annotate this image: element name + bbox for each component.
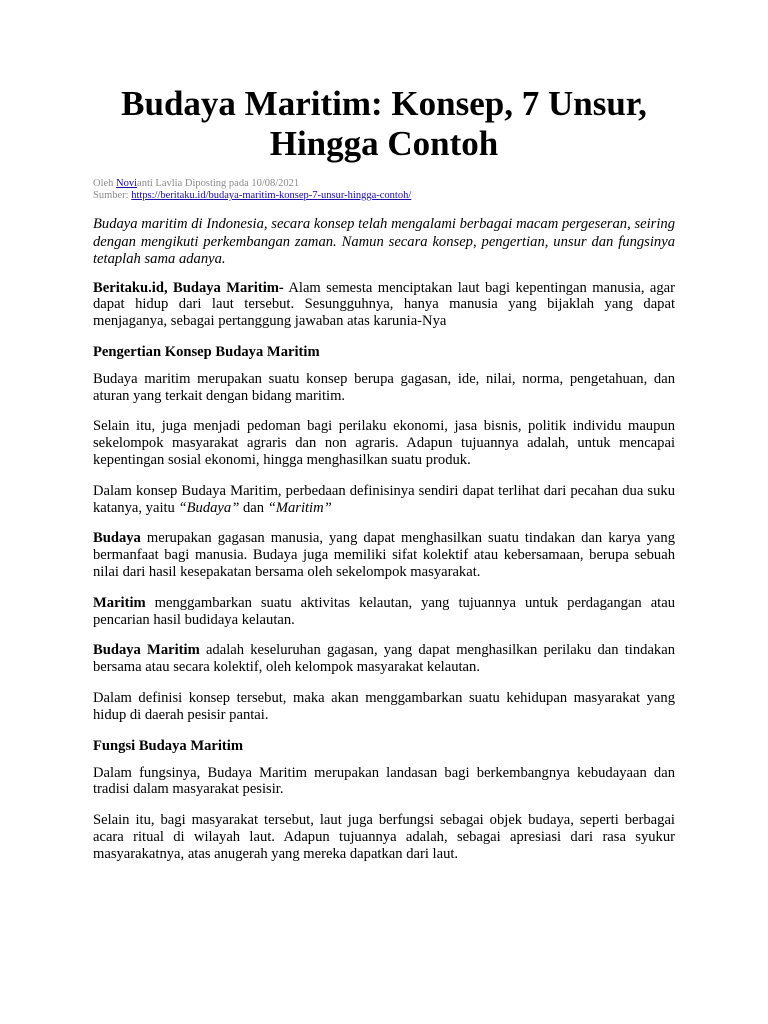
source-prefix: Sumber: [93, 190, 129, 201]
p3-text: Dalam konsep Budaya Maritim, perbedaan definisinya sendiri dapat terlihat dari pecahan dua suku katanya, yaitu [93, 482, 675, 516]
paragraph-maritim [93, 595, 675, 629]
title-line-1: Budaya Maritim: Konsep, 7 Unsur, [121, 84, 647, 123]
p3-term-budaya: “Budaya” [178, 499, 240, 516]
p3-and: dan [239, 499, 268, 516]
document-page [93, 84, 675, 877]
paragraph-8: Dalam fungsinya, Budaya Maritim merupakan landasan bagi berkembangnya kebudayaan dan tradisi dalam masyarakat pesisir. [93, 764, 675, 798]
p3-term-maritim: “Maritim” [267, 499, 332, 516]
paragraph-3 [93, 483, 675, 517]
section-heading-pengertian: Pengertian Konsep Budaya Maritim [93, 343, 320, 360]
author-link[interactable]: Novi [116, 178, 138, 189]
paragraph-1: Budaya maritim merupakan suatu konsep berupa gagasan, ide, nilai, norma, pengetahuan, dan aturan yang terkait dengan bidang maritim. [93, 370, 675, 404]
source-link[interactable]: https://beritaku.id/budaya-maritim-konsep-7-unsur-hingga-contoh/ [131, 190, 412, 201]
paragraph-2: Selain itu, juga menjadi pedoman bagi perilaku ekonomi, jasa bisnis, politik individu maupun sekelompok masyarakat agraris dan non agraris. Adapun tujuannya adalah, untuk mencapai kepentingan sosial ekonomi, hingga menghasilkan suatu produk. [93, 418, 675, 469]
paragraph-9: Selain itu, bagi masyarakat tersebut, laut juga berfungsi sebagai objek budaya, seperti berbagai acara ritual di wilayah laut. Adapun tujuannya adalah, sebagai apresiasi dari rasa syukur masyarakatnya, atas anugerah yang mereka dapatkan dari laut. [93, 812, 675, 862]
paragraph-budaya-maritim [93, 642, 675, 676]
article-title [93, 84, 675, 164]
p5-text: menggambarkan suatu aktivitas kelautan, yang tujuannya untuk perdagangan atau pencarian hasil budidaya kelautan. [93, 594, 675, 628]
p4-text: merupakan gagasan manusia, yang dapat menghasilkan suatu tindakan dan karya yang bermanfaat bagi manusia. Budaya juga memiliki sifat kolektif atau kebersamaan, berupa sebuah nilai dari hasil kesepakatan bersama oleh sekelompok masyarakat. [93, 530, 675, 581]
intro-bold: Beritaku.id, Budaya Maritim- [93, 279, 284, 296]
p6-text: adalah keseluruhan gagasan, yang dapat menghasilkan perilaku dan tindakan bersama atau secara kolektif, oleh kelompok masyarakat kelautan. [93, 642, 675, 676]
p5-bold: Maritim [93, 594, 146, 611]
lead-paragraph: Budaya maritim di Indonesia, secara konsep telah mengalami berbagai macam pergeseran, seiring dengan mengikuti perkembangan zaman. Namun secara konsep, pengertian, unsur dan fungsinya tetaplah sama adanya. [93, 216, 675, 267]
p4-bold: Budaya [93, 530, 141, 547]
intro-paragraph [93, 280, 675, 330]
title-line-2: Hingga Contoh [269, 124, 499, 163]
paragraph-budaya [93, 530, 675, 580]
byline-rest: anti Lavlia Diposting pada 10/08/2021 [137, 178, 300, 189]
byline [93, 178, 675, 190]
source-line [93, 190, 675, 202]
article-meta [93, 178, 675, 202]
intro-text: Alam semesta menciptakan laut bagi kepentingan manusia, agar dapat hidup dari laut tersebut. Sesungguhnya, hanya manusia yang bijaklah yang dapat menjaganya, sebagai pertanggung jawaban atas karunia-Nya [93, 279, 675, 330]
p6-bold: Budaya Maritim [93, 642, 200, 659]
paragraph-7: Dalam definisi konsep tersebut, maka akan menggambarkan suatu kehidupan masyarakat yang hidup di daerah pesisir pantai. [93, 690, 675, 723]
byline-prefix: Oleh [93, 178, 114, 189]
section-heading-fungsi: Fungsi Budaya Maritim [93, 737, 244, 754]
